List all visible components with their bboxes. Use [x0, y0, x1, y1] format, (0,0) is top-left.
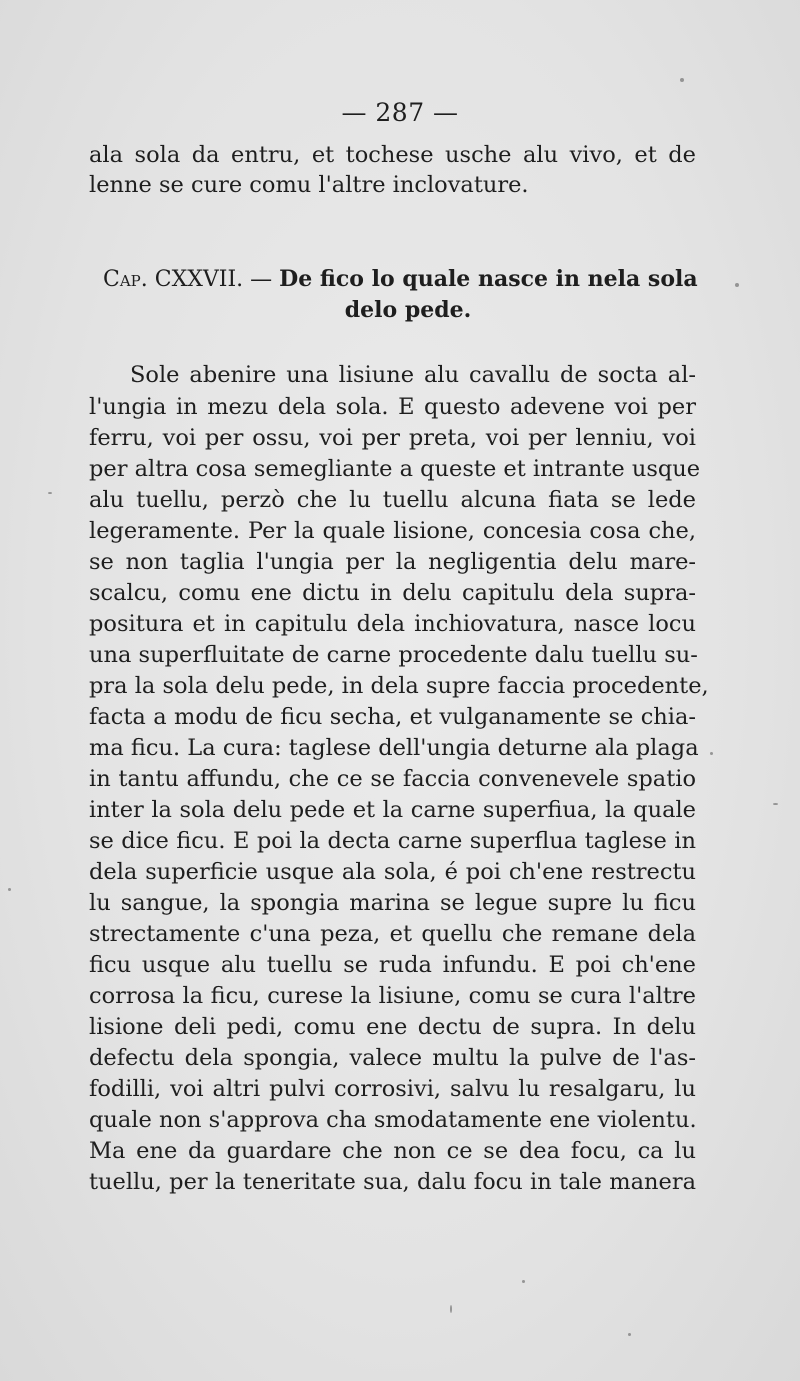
text-line: facta a modu de ficu secha, et vulganamente se chia-	[89, 704, 696, 730]
text-line: ficu usque alu tuellu se ruda infundu. E poi ch'ene	[89, 952, 696, 978]
text-line: dela superficie usque ala sola, é poi ch'ene restrectu	[89, 859, 696, 885]
text-line: strectamente c'una peza, et quellu che remane dela	[89, 921, 696, 947]
text-line: ma ficu. La cura: taglese dell'ungia deturne ala plaga	[89, 735, 699, 761]
paper-speck	[8, 888, 11, 891]
paper-speck	[628, 1333, 631, 1336]
chapter-title-line1: De fico lo quale nasce in nela sola	[279, 266, 698, 292]
paper-speck	[450, 1305, 452, 1313]
text-line: ala sola da entru, et tochese usche alu vivo, et de	[89, 142, 696, 168]
text-line: corrosa la ficu, curese la lisiune, comu se cura l'altre	[89, 983, 696, 1009]
chapter-heading	[103, 264, 703, 325]
paper-speck	[735, 283, 739, 287]
chapter-label: Cap. CXXVII. —	[103, 267, 273, 292]
text-line: ferru, voi per ossu, voi per preta, voi per lenniu, voi	[89, 425, 696, 451]
text-line: lisione deli pedi, comu ene dectu de supra. In delu	[89, 1014, 696, 1040]
text-line: se dice ficu. E poi la decta carne superflua taglese in	[89, 828, 696, 854]
text-line: Sole abenire una lisiune alu cavallu de socta al-	[130, 362, 696, 388]
paper-speck	[773, 803, 778, 805]
text-line: l'ungia in mezu dela sola. E questo adevene voi per	[89, 394, 696, 420]
text-line: in tantu affundu, che ce se faccia convenevele spatio	[89, 766, 696, 792]
paper-speck	[522, 1280, 525, 1283]
paper-speck	[710, 752, 713, 755]
paper-speck	[48, 492, 52, 494]
text-line: fodilli, voi altri pulvi corrosivi, salvu lu resalgaru, lu	[89, 1076, 696, 1102]
text-line: una superfluitate de carne procedente dalu tuellu su-	[89, 642, 698, 668]
text-line: lu sangue, la spongia marina se legue supre lu ficu	[89, 890, 696, 916]
paper-speck	[680, 78, 684, 82]
text-line: tuellu, per la teneritate sua, dalu focu in tale manera	[89, 1169, 696, 1195]
text-line: positura et in capitulu dela inchiovatura, nasce locu	[89, 611, 696, 637]
text-line: alu tuellu, perzò che lu tuellu alcuna fiata se lede	[89, 487, 696, 513]
text-line: Ma ene da guardare che non ce se dea focu, ca lu	[89, 1138, 696, 1164]
text-line: legeramente. Per la quale lisione, concesia cosa che,	[89, 518, 696, 544]
text-line: pra la sola delu pede, in dela supre faccia procedente,	[89, 673, 709, 699]
text-line: se non taglia l'ungia per la negligentia delu mare-	[89, 549, 696, 575]
page-number: — 287 —	[341, 98, 459, 127]
text-line: quale non s'approva cha smodatamente ene violentu.	[89, 1107, 697, 1133]
text-line: scalcu, comu ene dictu in delu capitulu dela supra-	[89, 580, 696, 606]
text-line: per altra cosa semegliante a queste et intrante usque	[89, 456, 701, 482]
text-line: inter la sola delu pede et la carne superfiua, la quale	[89, 797, 696, 823]
text-line: defectu dela spongia, valece multu la pulve de l'as-	[89, 1045, 696, 1071]
chapter-title-line2: delo pede.	[344, 297, 472, 323]
text-line: lenne se cure comu l'altre inclovature.	[89, 172, 529, 198]
